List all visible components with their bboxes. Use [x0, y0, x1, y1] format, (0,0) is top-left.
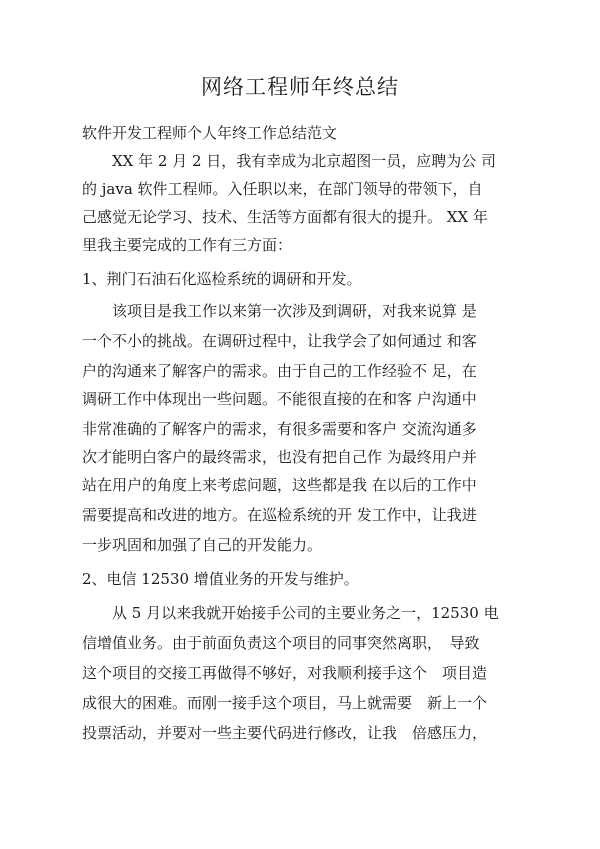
text-line: 一个不小的挑战。在调研过程中，让我学会了如何通过 和客	[82, 332, 477, 350]
text-line: 一步巩固和加强了自己的开发能力。	[82, 536, 323, 554]
text-line: 需要提高和改进的地方。在巡检系统的开 发工作中，让我进	[82, 506, 477, 524]
section-heading-2: 2、电信 12530 增值业务的开发与维护。	[82, 570, 359, 588]
text-line: XX 年 2 月 2 日，我有幸成为北京超图一员，应聘为公 司	[82, 152, 497, 170]
text-line: 的 java 软件工程师。入任职以来，在部门领导的带领下，自	[82, 180, 483, 198]
text-line: 站在用户的角度上来考虑问题，这些都是我 在以后的工作中	[82, 476, 477, 494]
text-line: 里我主要完成的工作有三方面：	[82, 236, 293, 254]
document-title: 网络工程师年终总结	[201, 75, 399, 99]
text-line: 从 5 月以来我就开始接手公司的主要业务之一，12530 电	[82, 604, 499, 622]
section-heading-1: 1、荆门石油石化巡检系统的调研和开发。	[82, 270, 362, 288]
text-line: 调研工作中体现出一些问题。不能很直接的在和客 户沟通中	[82, 390, 477, 408]
text-line: 成很大的困难。而刚一接手这个项目，马上就需要 新上一个	[82, 694, 488, 712]
text-line: 户的沟通来了解客户的需求。由于自己的工作经验不 足，在	[82, 362, 477, 380]
text-line: 次才能明白客户的最终需求，也没有把自己作 为最终用户并	[82, 448, 477, 466]
text-line: 这个项目的交接工再做得不够好，对我顺利接手这个 项目造	[82, 664, 488, 682]
text-line: 非常准确的了解客户的需求，有很多需要和客户 交流沟通多	[82, 420, 477, 438]
subtitle-line: 软件开发工程师个人年终工作总结范文	[82, 124, 338, 142]
text-line: 己感觉无论学习、技术、生活等方面都有很大的提升。 XX 年	[82, 208, 488, 226]
text-line: 该项目是我工作以来第一次涉及到调研，对我来说算 是	[82, 302, 477, 320]
text-line: 信增值业务。由于前面负责这个项目的同事突然离职， 导致	[82, 634, 480, 652]
text-line: 投票活动，并要对一些主要代码进行修改，让我 倍感压力，	[82, 724, 488, 742]
